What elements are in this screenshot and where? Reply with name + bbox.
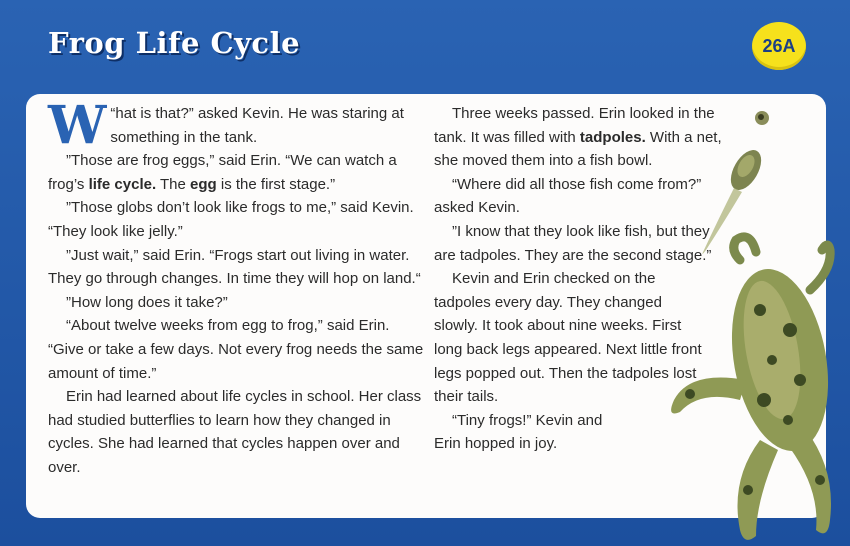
paragraph [48,95,426,156]
paragraph [48,149,426,196]
paragraph-text: hat is that?” asked Kevin. He was staring at something in the tank. [110,105,404,146]
open-quote: “ [110,105,116,122]
paragraph-text: With a net, she moved them into a fish bowl. [434,128,722,170]
paragraph-text: is the first stage.” [216,175,336,193]
page-title: Frog Life Cycle [48,26,301,60]
frog-icon [671,237,841,540]
vocab-term: life cycle. [88,175,157,193]
frog-illustration [660,100,850,546]
paragraph: “Tiny frogs!” Kevin and Erin hopped in joy. [434,411,603,453]
paragraph: Erin had learned about life cycles in school. Her class had studied butterflies to learn how they changed in cycles. She had learned that cycles happen over and over. [48,388,422,476]
paragraph-text: The [156,175,191,193]
paragraph: Kevin and Erin checked on the tadpoles every day. They changed slowly. It took about nine weeks. First long back legs appeared. Next little front legs popped out. Then the tadpoles lost their tails. [434,270,702,406]
paragraph: ”I know that they look like fish, but they are tadpoles. They are the second stage.” [434,222,712,264]
paragraph: ”Just wait,” said Erin. “Frogs start out living in water. They go through changes. In time they will hop on land.“ [48,246,421,288]
page-badge: 26A [752,22,806,70]
paragraph: “Where did all those fish come from?” asked Kevin. [434,175,702,217]
paragraph: ”How long does it take?” [66,293,228,311]
paragraph-text: ”Those are frog eggs,” said Erin. “We can watch a frog’s [48,152,397,193]
paragraph: “About twelve weeks from egg to frog,” said Erin. “Give or take a few days. Not every frog needs the same amount of time.” [48,317,424,382]
dropcap-letter: W [48,95,107,156]
paragraph-text: Three weeks passed. Erin looked in the tank. It was filled with [434,105,715,146]
vocab-term: egg [190,175,217,193]
story-left-column [48,95,426,480]
vocab-term: tadpoles. [579,128,646,146]
paragraph: ”Those globs don’t look like frogs to me,” said Kevin. “They look like jelly.” [48,199,414,240]
frog-egg-icon [755,111,769,125]
